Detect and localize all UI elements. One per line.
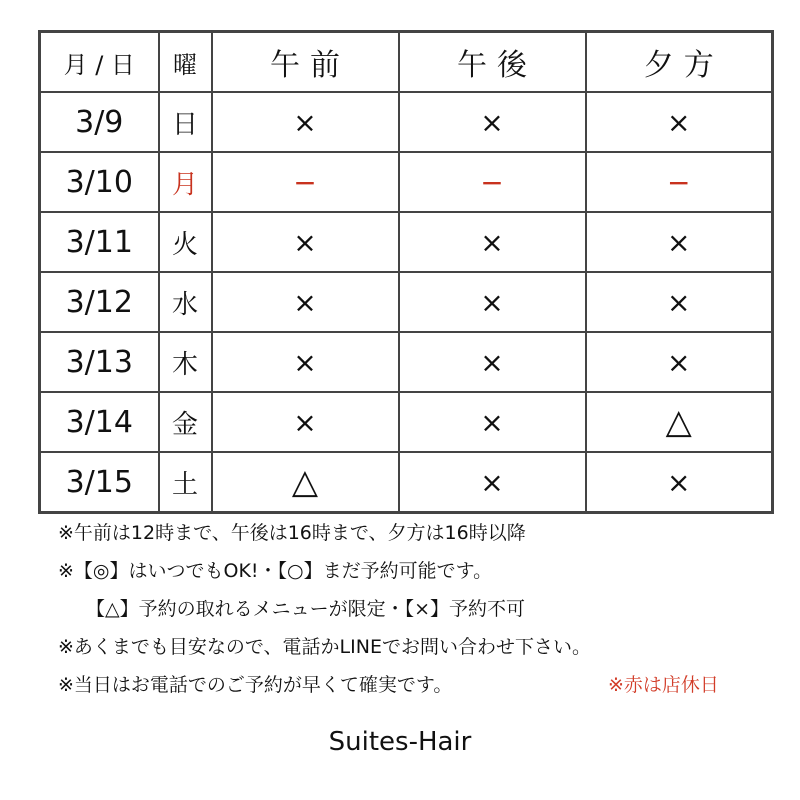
cell-evening-closed: − — [586, 152, 773, 212]
cell-afternoon: × — [399, 212, 586, 272]
cell-afternoon: × — [399, 332, 586, 392]
cell-morning-closed: − — [212, 152, 399, 212]
row-weekday-closed: 月 — [159, 152, 212, 212]
availability-table — [38, 30, 774, 514]
cell-afternoon: × — [399, 92, 586, 152]
header-afternoon: 午後 — [399, 32, 586, 93]
header-weekday: 曜 — [159, 32, 212, 93]
note-hours: ※午前は12時まで、午後は16時まで、夕方は16時以降 — [58, 522, 526, 544]
header-morning: 午前 — [212, 32, 399, 93]
table-row — [40, 332, 773, 392]
row-date: 3/15 — [40, 452, 159, 513]
cell-morning: × — [212, 92, 399, 152]
cell-morning: × — [212, 392, 399, 452]
cell-evening: × — [586, 272, 773, 332]
row-date: 3/14 — [40, 392, 159, 452]
table-row — [40, 392, 773, 452]
cell-morning: × — [212, 212, 399, 272]
brand-name: Suites-Hair — [328, 727, 472, 757]
cell-morning: △ — [212, 452, 399, 513]
cell-morning: × — [212, 332, 399, 392]
cell-afternoon: × — [399, 452, 586, 513]
row-weekday: 土 — [159, 452, 212, 513]
note-closed-legend: ※赤は店休日 — [608, 674, 719, 696]
notes-block — [58, 514, 778, 704]
row-weekday: 木 — [159, 332, 212, 392]
row-weekday: 火 — [159, 212, 212, 272]
cell-evening: × — [586, 332, 773, 392]
row-date: 3/9 — [40, 92, 159, 152]
cell-evening: × — [586, 212, 773, 272]
note-sameday: ※当日はお電話でのご予約が早くて確実です。 — [58, 674, 453, 696]
note-sameday-row — [58, 666, 778, 704]
row-weekday: 金 — [159, 392, 212, 452]
cell-evening: × — [586, 452, 773, 513]
table-header-row — [40, 32, 773, 93]
table-row — [40, 452, 773, 513]
cell-afternoon: × — [399, 272, 586, 332]
cell-afternoon: × — [399, 392, 586, 452]
table-row-closed — [40, 152, 773, 212]
table-row — [40, 272, 773, 332]
row-date: 3/12 — [40, 272, 159, 332]
header-date: 月 / 日 — [40, 32, 159, 93]
row-date: 3/11 — [40, 212, 159, 272]
row-weekday: 日 — [159, 92, 212, 152]
row-date: 3/10 — [40, 152, 159, 212]
cell-evening: △ — [586, 392, 773, 452]
header-evening: 夕方 — [586, 32, 773, 93]
row-weekday: 水 — [159, 272, 212, 332]
note-contact: ※あくまでも目安なので、電話かLINEでお問い合わせ下さい。 — [58, 636, 591, 658]
table-row — [40, 92, 773, 152]
cell-morning: × — [212, 272, 399, 332]
note-legend-2: 【△】予約の取れるメニューが限定・【×】予約不可 — [86, 598, 526, 620]
table-row — [40, 212, 773, 272]
note-legend-1: ※【◎】はいつでもOK!・【○】まだ予約可能です。 — [58, 560, 493, 582]
row-date: 3/13 — [40, 332, 159, 392]
cell-afternoon-closed: − — [399, 152, 586, 212]
cell-evening: × — [586, 92, 773, 152]
